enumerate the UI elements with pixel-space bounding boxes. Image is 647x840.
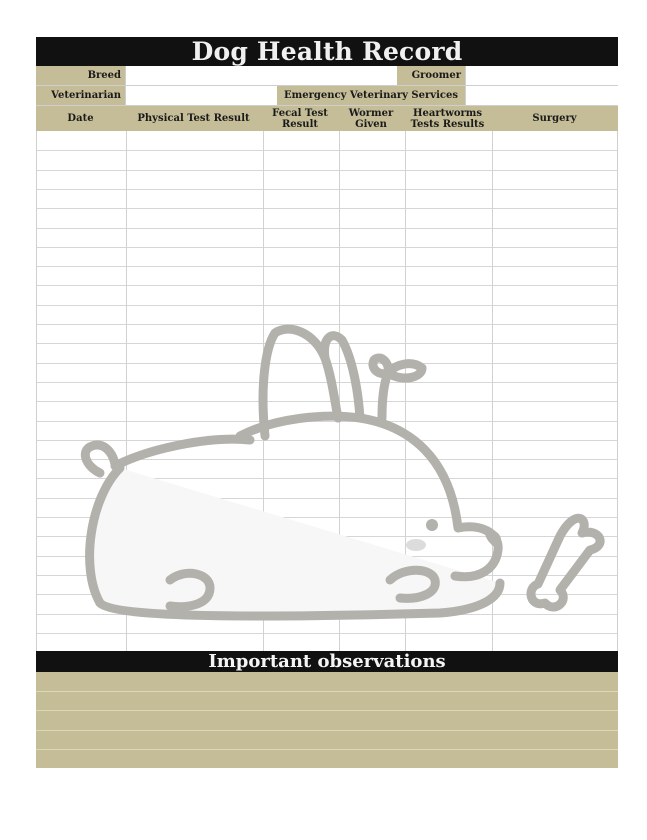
veterinarian-label: Veterinarian (36, 86, 125, 105)
table-row-divider (37, 517, 617, 518)
table-row-divider (37, 228, 617, 229)
observation-line (36, 730, 618, 731)
observation-line (36, 710, 618, 711)
table-row-divider (37, 421, 617, 422)
observations-title: Important observations (36, 651, 618, 672)
table-row-divider (37, 382, 617, 383)
table-row-divider (37, 459, 617, 460)
table-row-divider (37, 247, 617, 248)
groomer-field[interactable] (465, 66, 618, 85)
table-row-divider (37, 633, 617, 634)
table-row-divider (37, 266, 617, 267)
table-row-divider (37, 478, 617, 479)
table-row-divider (37, 401, 617, 402)
record-table[interactable] (36, 131, 618, 651)
table-row-divider (37, 614, 617, 615)
table-column-divider (339, 131, 340, 651)
column-header-physical-test: Physical Test Result (137, 113, 250, 124)
table-row-divider (37, 189, 617, 190)
groomer-label: Groomer (397, 66, 465, 85)
table-row-divider (37, 363, 617, 364)
column-header-row (36, 106, 618, 131)
emergency-services-label: Emergency Veterinary Services (277, 86, 465, 105)
veterinarian-field[interactable] (125, 86, 277, 105)
table-row-divider (37, 170, 617, 171)
column-header-date: Date (67, 113, 94, 124)
table-row-divider (37, 150, 617, 151)
table-column-divider (492, 131, 493, 651)
column-header-wormer: Wormer Given (348, 107, 394, 130)
table-column-divider (405, 131, 406, 651)
table-row-divider (37, 208, 617, 209)
observation-line (36, 691, 618, 692)
table-row-divider (37, 324, 617, 325)
column-header-surgery: Surgery (532, 113, 577, 124)
observations-area[interactable] (36, 672, 618, 768)
info-row-breed (36, 66, 618, 86)
table-row-divider (37, 594, 617, 595)
table-column-divider (126, 131, 127, 651)
table-row-divider (37, 536, 617, 537)
table-row-divider (37, 575, 617, 576)
page-title: Dog Health Record (36, 37, 618, 66)
dog-health-record-sheet (36, 37, 618, 768)
breed-field[interactable] (125, 66, 397, 85)
table-row-divider (37, 498, 617, 499)
column-header-fecal-test: Fecal Test Result (272, 107, 328, 130)
table-row-divider (37, 285, 617, 286)
observation-line (36, 749, 618, 750)
table-row-divider (37, 305, 617, 306)
table-row-divider (37, 343, 617, 344)
table-row-divider (37, 440, 617, 441)
column-header-heartworms: Heartworms Tests Results (410, 107, 485, 130)
breed-label: Breed (36, 66, 125, 85)
info-row-veterinarian (36, 86, 618, 106)
table-row-divider (37, 556, 617, 557)
table-column-divider (263, 131, 264, 651)
emergency-services-field[interactable] (465, 86, 618, 105)
